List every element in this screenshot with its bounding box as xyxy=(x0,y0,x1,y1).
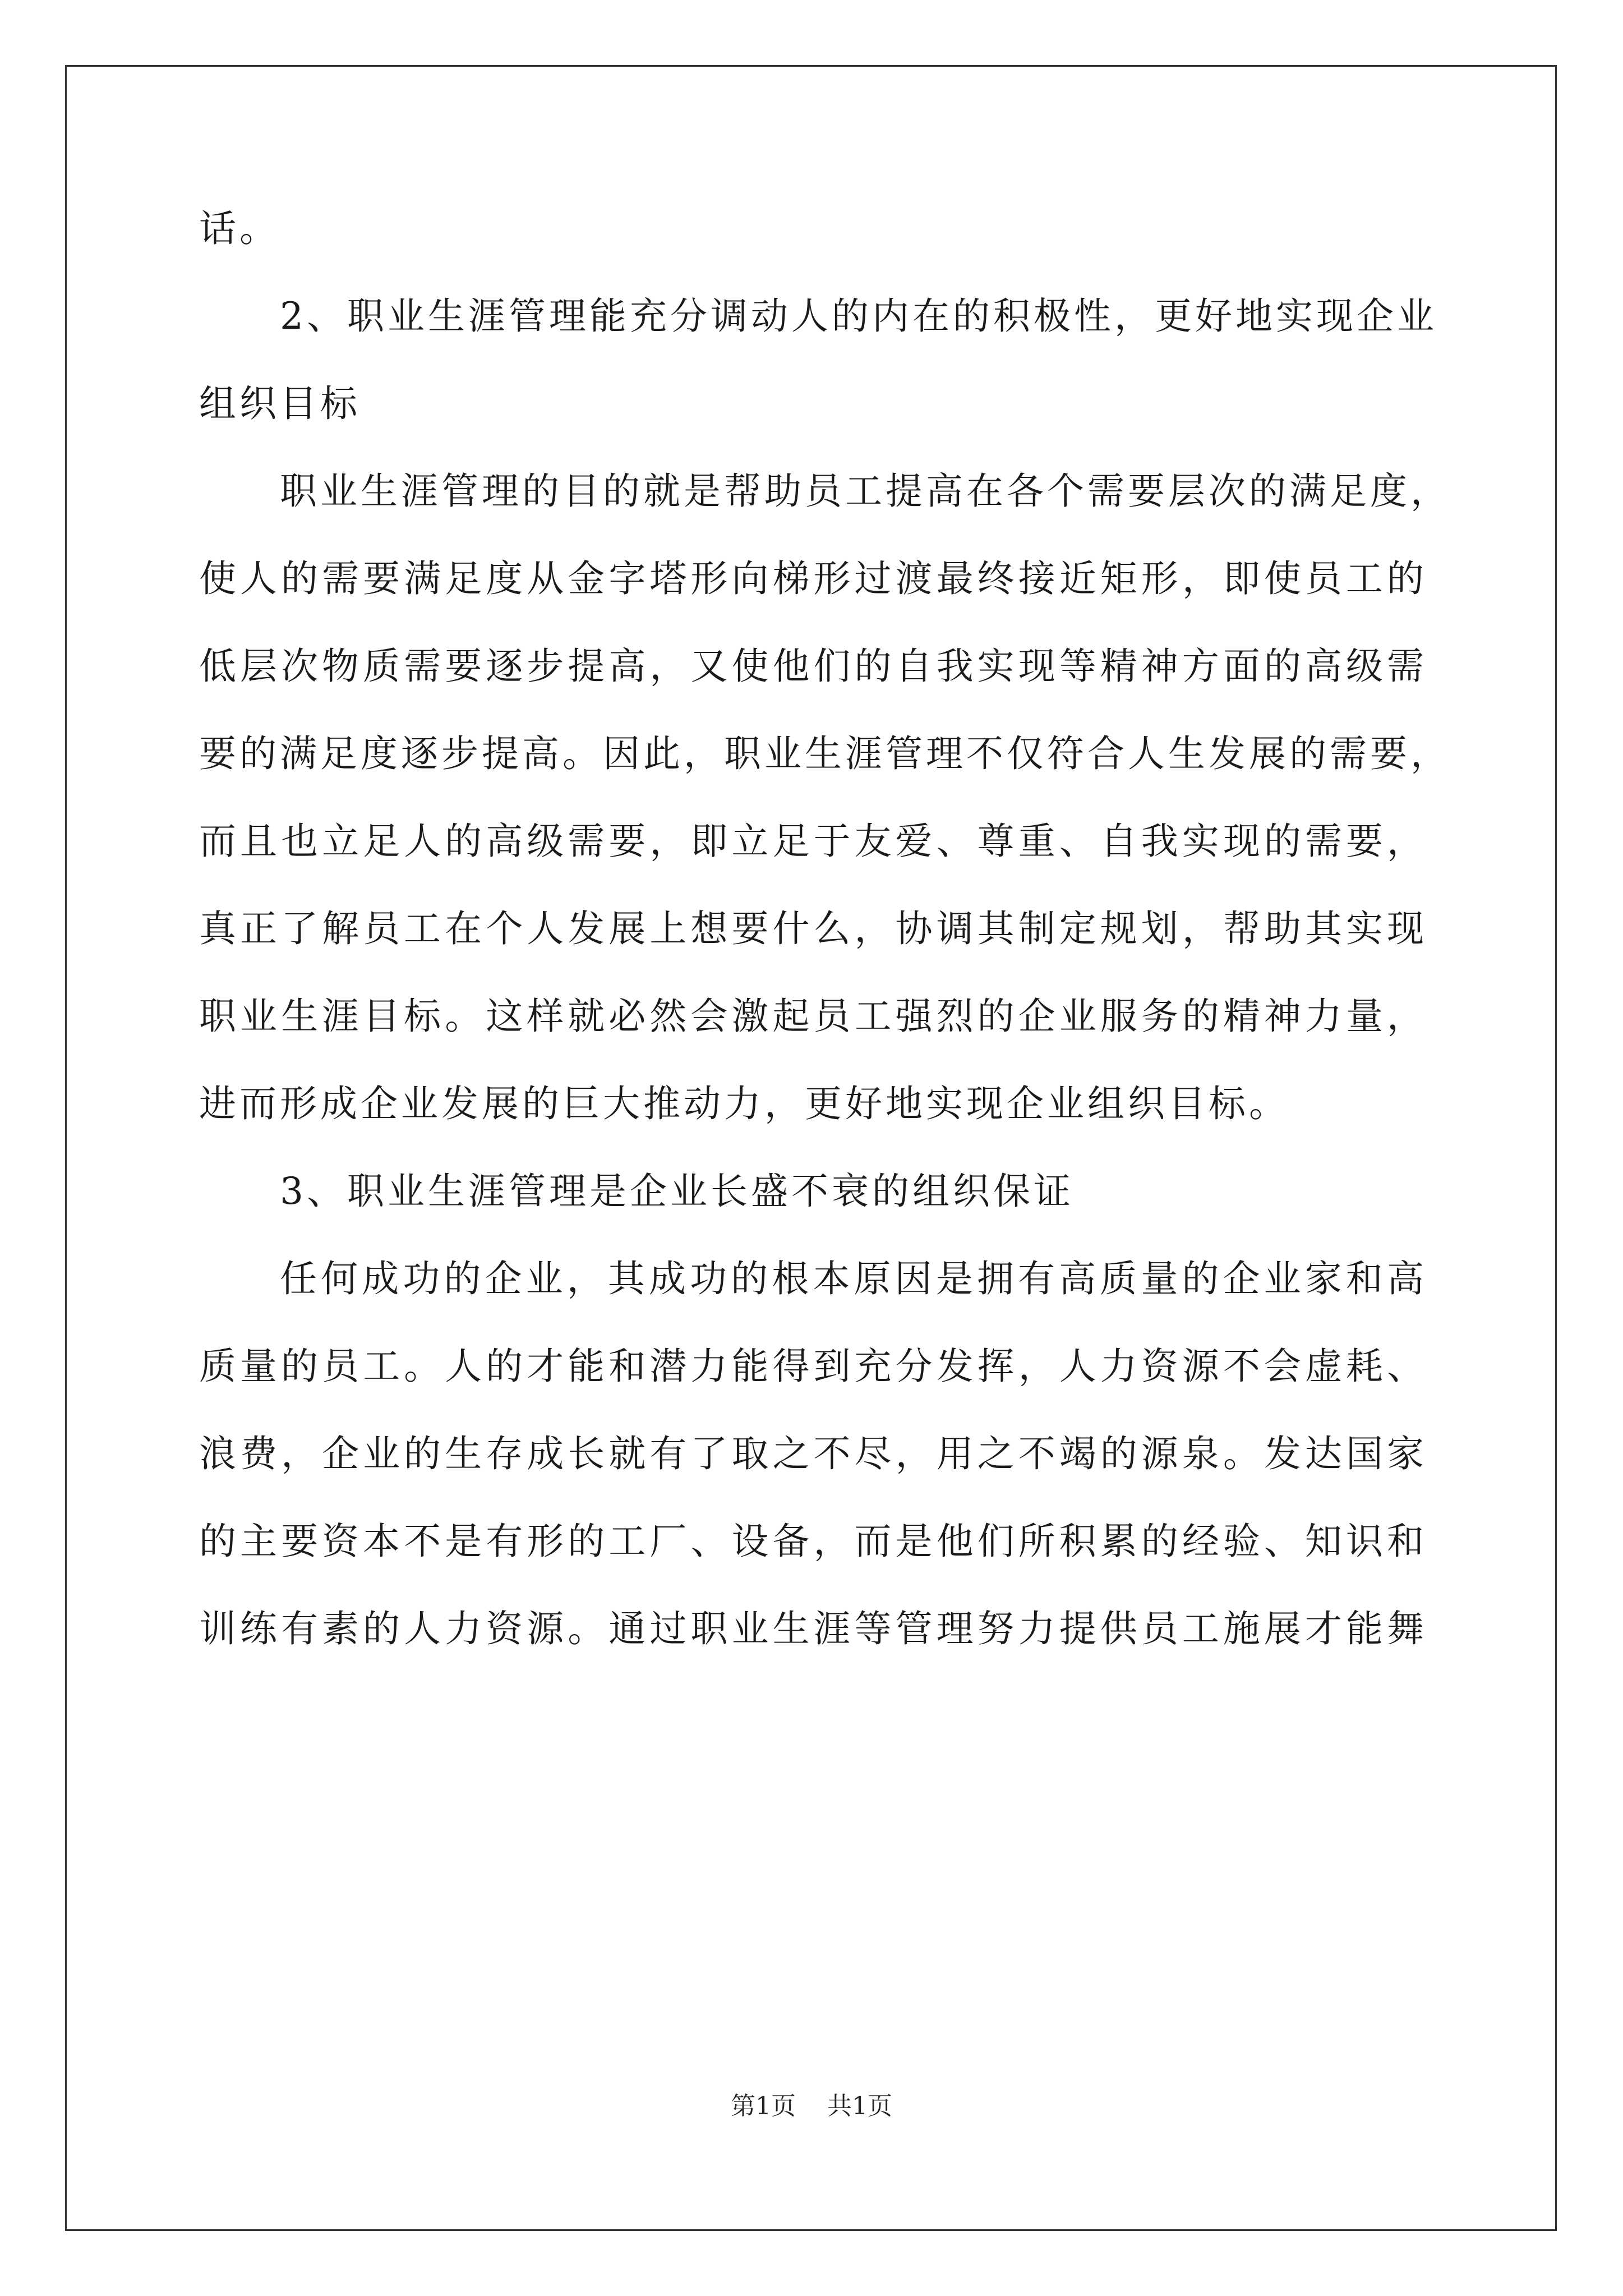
text-line: 而且也立足人的高级需要，即立足于友爱、尊重、自我实现的需要， xyxy=(199,820,1427,863)
page-number-current: 第1页 xyxy=(731,2092,796,2120)
text-line: 质量的员工。人的才能和潜力能得到充分发挥，人力资源不会虚耗、 xyxy=(199,1345,1427,1388)
text-line: 真正了解员工在个人发展上想要什么，协调其制定规划，帮助其实现 xyxy=(199,907,1427,950)
document-body xyxy=(199,185,1451,1673)
text-line: 职业生涯管理的目的就是帮助员工提高在各个需要层次的满足度， xyxy=(280,470,1451,513)
text-line: 进而形成企业发展的巨大推动力，更好地实现企业组织目标。 xyxy=(199,1082,1289,1125)
text-line: 职业生涯目标。这样就必然会激起员工强烈的企业服务的精神力量， xyxy=(199,995,1427,1038)
text-line: 训练有素的人力资源。通过职业生涯等管理努力提供员工施展才能舞 xyxy=(199,1607,1427,1650)
page-number-total: 共1页 xyxy=(827,2092,892,2120)
text-line: 要的满足度逐步提高。因此，职业生涯管理不仅符合人生发展的需要， xyxy=(199,732,1451,775)
text-line: 的主要资本不是有形的工厂、设备，而是他们所积累的经验、知识和 xyxy=(199,1520,1427,1563)
text-line: 浪费，企业的生存成长就有了取之不尽，用之不竭的源泉。发达国家 xyxy=(199,1432,1427,1475)
text-line: 使人的需要满足度从金字塔形向梯形过渡最终接近矩形，即使员工的 xyxy=(199,557,1427,600)
text-line: 话。 xyxy=(199,207,280,250)
text-line: 3、职业生涯管理是企业长盛不衰的组织保证 xyxy=(280,1170,1074,1213)
page-footer xyxy=(0,2090,1623,2123)
text-line: 2、职业生涯管理能充分调动人的内在的积极性，更好地实现企业 xyxy=(280,295,1437,338)
text-line: 低层次物质需要逐步提高，又使他们的自我实现等精神方面的高级需 xyxy=(199,645,1427,688)
text-line: 任何成功的企业，其成功的根本原因是拥有高质量的企业家和高 xyxy=(280,1257,1427,1300)
text-line: 组织目标 xyxy=(199,382,361,425)
